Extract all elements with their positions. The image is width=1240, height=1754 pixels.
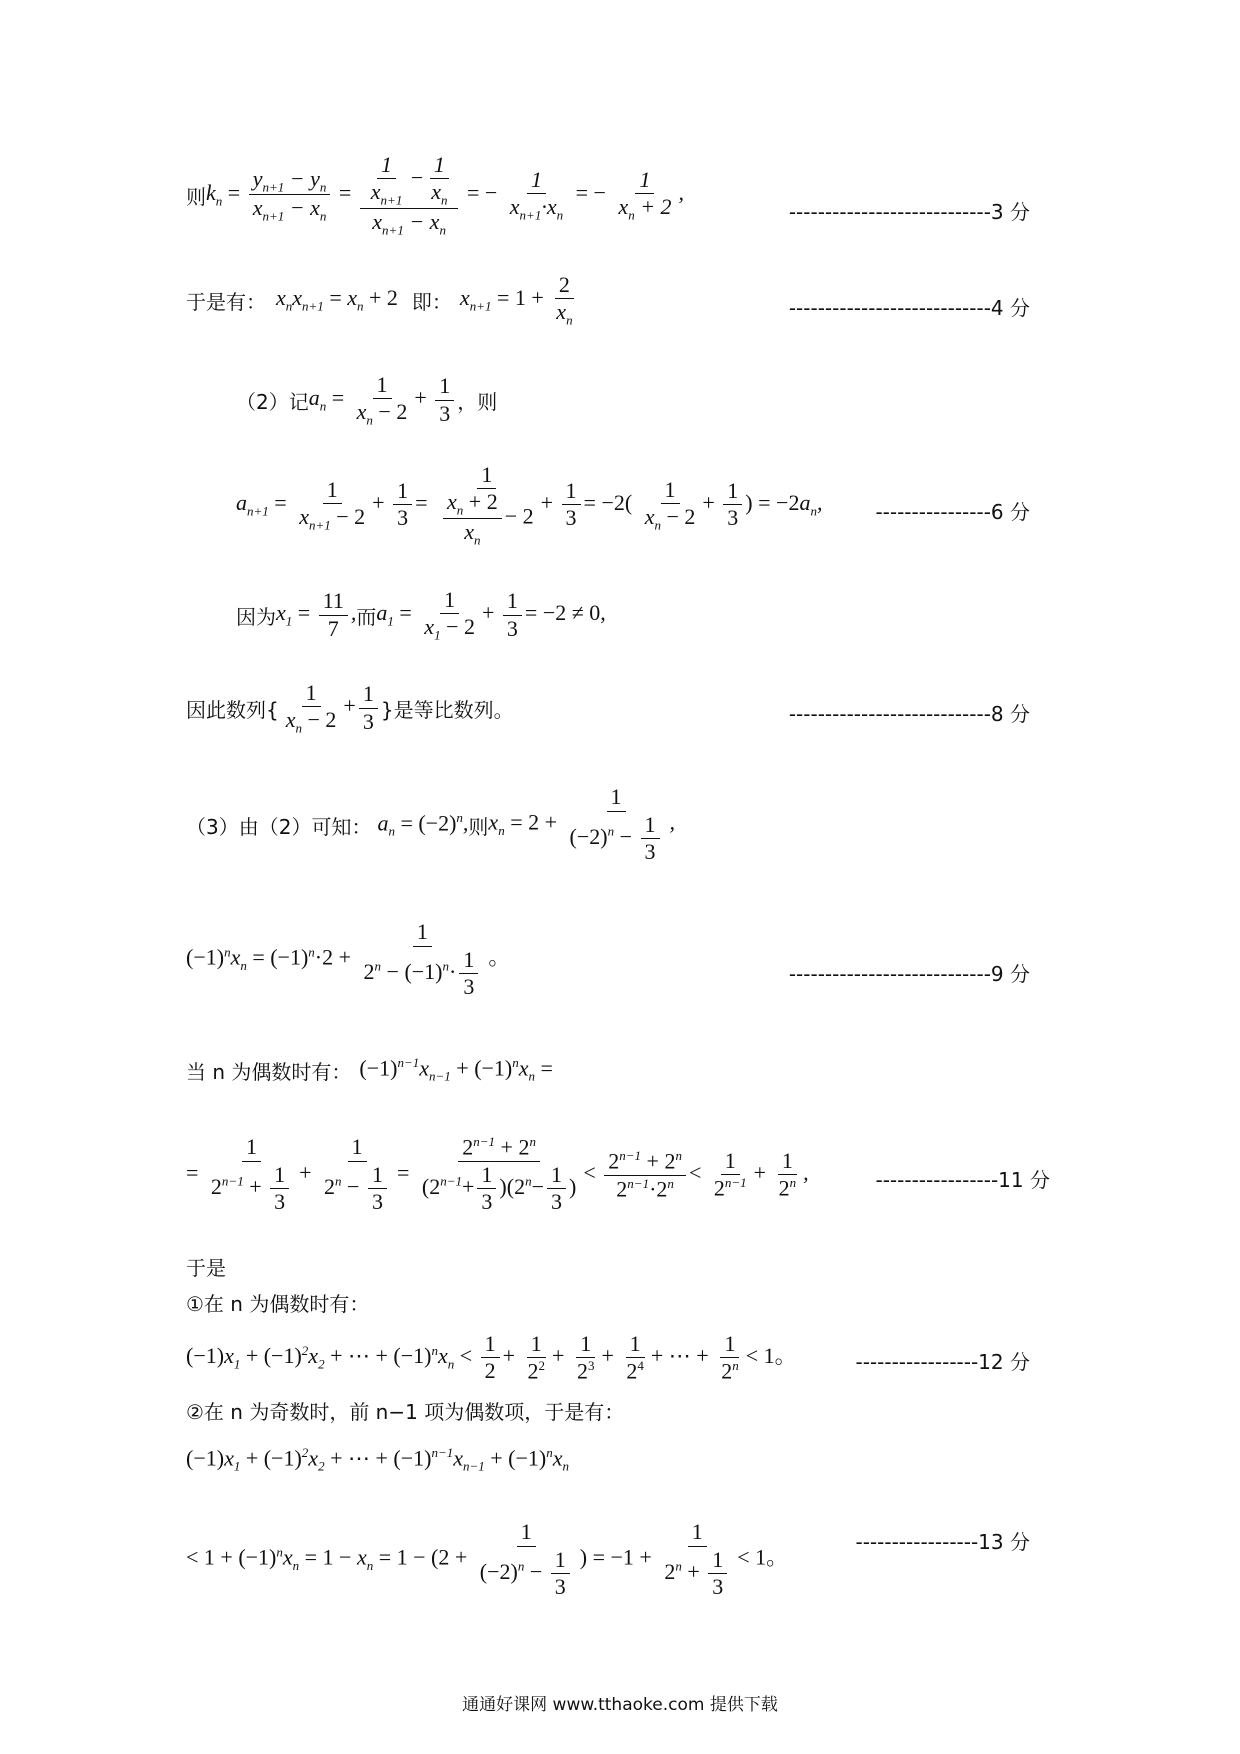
text-ze2: ，则: [457, 389, 498, 414]
eq-kn-line: [186, 140, 1090, 250]
text-case-odd: ②在 n 为奇数时，前 n−1 项为偶数项，于是有：: [186, 1400, 625, 1424]
text-yushiyou: 于是有：: [186, 289, 266, 314]
eq-odd-sum: $(-1)x_1 + (-1)^2x_2$ + ⋯ + $(-1)^{n-1}x_{n-1} + (-1)^nx_n$: [186, 1445, 569, 1474]
text-dengbi: }是等比数列。: [380, 697, 514, 722]
eq-seq: $\frac{1}{x_n - 2}$ + $\frac{1}{3}$: [279, 680, 381, 736]
eq-xn: $x_n = 2$ + 1 $(-2)^n$ − $\frac{1}{3}$ ,: [488, 784, 675, 865]
eq-pair-bound: = 1 $2^{n-1}$ + $\frac{1}{3}$ + 1 2$^n$ − $\frac{1}{3}$ = $2^{n-1} + 2^n$ ($2^{n-1}+$ $\frac{1}{3}$ )($2^n-$ $\frac{1}{3}$ ) < $\frac{2^{n-1} + 2^n}{2^{n-1}\cdot 2^n}$ < $\frac{1}{2^{n-1}}$ + $\frac{1}{2^n}$ ,: [186, 1134, 809, 1215]
even-case-line: [186, 1050, 1090, 1090]
text-case-even: ①在 n 为偶数时有：: [186, 1292, 370, 1316]
score-13: -----------------13 分: [855, 1530, 1030, 1554]
score-3: ----------------------------3 分: [788, 200, 1030, 224]
score-9: ----------------------------9 分: [788, 962, 1030, 986]
text-youkezhi: （3）由（2）可知：: [186, 814, 372, 839]
score-11: -----------------11 分: [875, 1168, 1050, 1192]
eq-odd-sum-line: [186, 1440, 1090, 1480]
eq-an-def-line: [236, 360, 1090, 440]
eq-odd-bound-line: [186, 1500, 1090, 1620]
eq-odd-bound: < $1 + (-1)^nx_n = 1 - x_n = 1 - (2$ + 1 $(-2)^n$ − $\frac{1}{3}$ ) = −1 + 1 2$^n$ + $\frac{1}{3}$ < 1。: [186, 1519, 789, 1600]
eq-even-sum: $(-1)x_1 + (-1)^2x_2$ + ⋯ + $(-1)^nx_n$ < $\frac{1}{2}$ + $\frac{1}{2^2}$ + $\frac{1}{2^3}$ + $\frac{1}{2^4}$ + ⋯ + $\frac{1}{2^n}$ < 1。: [186, 1330, 797, 1384]
score-8: ----------------------------8 分: [788, 702, 1030, 726]
eq-x1-line: [236, 575, 1090, 655]
text-ouhshu: 当 n 为偶数时有：: [186, 1059, 352, 1084]
eq-kn: $k_n$ = $\frac{y_{n+1} - y_n}{x_{n+1} - x_n}$ = $\frac{1}{x_{n+1}}$ − $\frac{1}{x_n}$ $x_{n+1} - x_n$ = − $\frac{1}{x_{n+1}\cdot x_n}$ = − $\frac{1}{x_n + 2}$ ,: [206, 151, 685, 238]
eq-an-def: $a_n$ = $\frac{1}{x_n - 2}$ + $\frac{1}{3}$: [309, 372, 458, 428]
eq-xn-line: [186, 775, 1090, 875]
eq-a1: $a_1$ = $\frac{1}{x_1 - 2}$ + $\frac{1}{3}$ = −2 ≠ 0,: [376, 586, 606, 643]
text-ze: 则: [186, 184, 206, 209]
eq-signed-xn: $(-1)^nx_n = (-1)^n\cdot 2$ + 1 $2^n - (-1)^n\cdot$ $\frac{1}{3}$ 。: [186, 919, 511, 1000]
text-ze3: 则: [468, 814, 489, 839]
eq-an-formula: $a_n = (-2)^n$,: [377, 810, 469, 839]
score-4: ----------------------------4 分: [788, 296, 1030, 320]
score-6: ----------------6 分: [875, 500, 1030, 524]
text-yinci: 因此数列{: [186, 697, 279, 722]
eq-pair-sum: $(-1)^{n-1}x_{n-1} + (-1)^nx_n$ =: [359, 1055, 553, 1084]
text-ji: 即：: [411, 289, 452, 314]
text-er: 而: [356, 604, 377, 629]
text-ji2: （2）记: [236, 389, 309, 414]
footer-credit: 通通好课网 www.tthaoke.com 提供下载: [462, 1695, 778, 1715]
eq-recursion: $x_nx_{n+1} = x_n + 2$: [276, 285, 398, 314]
eq-x1: $x_1$ = $\frac{11}{7}$ ,: [276, 588, 357, 641]
score-12: -----------------12 分: [855, 1350, 1030, 1374]
text-yushi: 于是: [186, 1256, 226, 1280]
text-yinwei: 因为: [236, 604, 276, 629]
eq-an1: $a_{n+1}$ = $\frac{1}{x_{n+1} - 2}$ + $\frac{1}{3}$ = 1 $\frac{x_n + 2}{x_n}$ − 2 + $\frac{1}{3}$ = −2( $\frac{1}{x_n - 2}$ + $\frac{1}{3}$ ) = $-2a_n$,: [236, 461, 823, 548]
eq-recursion2: $x_{n+1} = 1$ + $\frac{2}{x_n}$: [459, 271, 573, 328]
